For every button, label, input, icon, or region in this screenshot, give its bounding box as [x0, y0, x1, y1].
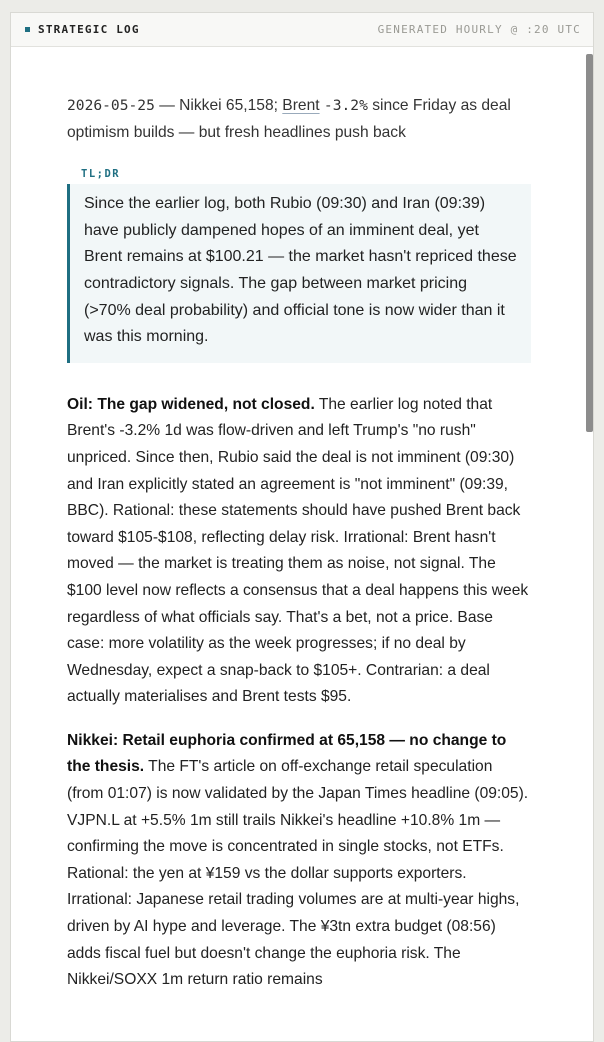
square-bullet-icon: [25, 27, 30, 32]
oil-section-body: The earlier log noted that Brent's -3.2% 1d was flow-driven and left Trump's "no rush" unpriced. Since then, Rubio said the deal is not imminent (09:30) and Iran explicitly stated an agreement is "not imminent" (09:39, BBC). Rational: these statements should have pushed Brent back toward $105-$108, reflecting delay risk. Irrational: Brent hasn't moved — the market is treating them as noise, not signal. The $100 level now reflects a consensus that a deal happens this week regardless of what officials say. That's a bet, not a price. Base case: more volatility as the week progresses; if no deal by Wednesday, expect a snap-back to $105+. Contrarian: a deal actually materialises and Brent tests $95.: [67, 395, 529, 706]
headline-text-post: since Friday as deal optimism builds — but fresh headlines push back: [67, 97, 511, 141]
tldr-label: TL;DR: [81, 168, 121, 181]
generation-schedule: GENERATED HOURLY @ :20 UTC: [377, 23, 581, 36]
panel-header: [11, 13, 593, 47]
strategic-log-panel: [10, 12, 594, 1042]
oil-section-title: Oil: The gap widened, not closed.: [67, 395, 315, 413]
scrollbar-thumb[interactable]: [586, 54, 593, 432]
panel-title: STRATEGIC LOG: [38, 23, 140, 36]
nikkei-section: [67, 728, 531, 994]
headline-date: 2026-05-25: [67, 97, 155, 114]
headline-pct: -3.2%: [323, 97, 368, 114]
log-content: [67, 93, 531, 994]
headline-text-pre: — Nikkei 65,158;: [154, 97, 283, 114]
nikkei-section-body: The FT's article on off-exchange retail speculation (from 01:07) is now validated by the Japan Times headline (09:05). VJPN.L at +5.5% 1m still trails Nikkei's headline +10.8% 1m — confirming the move is concentrated in single stocks, not ETFs. Rational: the yen at ¥159 vs the dollar supports exporters. Irrational: Japanese retail trading volumes are at multi-year highs, driven by AI hype and leverage. The ¥3tn extra budget (08:56) adds fiscal fuel but doesn't change the euphoria risk. The Nikkei/SOXX 1m return ratio remains: [67, 758, 529, 989]
header-left: [25, 23, 140, 36]
tldr-summary: Since the earlier log, both Rubio (09:30) and Iran (09:39) have publicly dampened hopes of an imminent deal, yet Brent remains at $100.21 — the market hasn't repriced these contradictory signals. The gap between market pricing (>70% deal probability) and official tone is now wider than it was this morning.: [67, 184, 531, 363]
log-headline: [67, 93, 531, 146]
nikkei-section-title: Nikkei: Retail euphoria confirmed at 65,158 — no change to the thesis.: [67, 731, 507, 776]
oil-section: [67, 392, 531, 711]
brent-link[interactable]: Brent: [282, 97, 320, 114]
